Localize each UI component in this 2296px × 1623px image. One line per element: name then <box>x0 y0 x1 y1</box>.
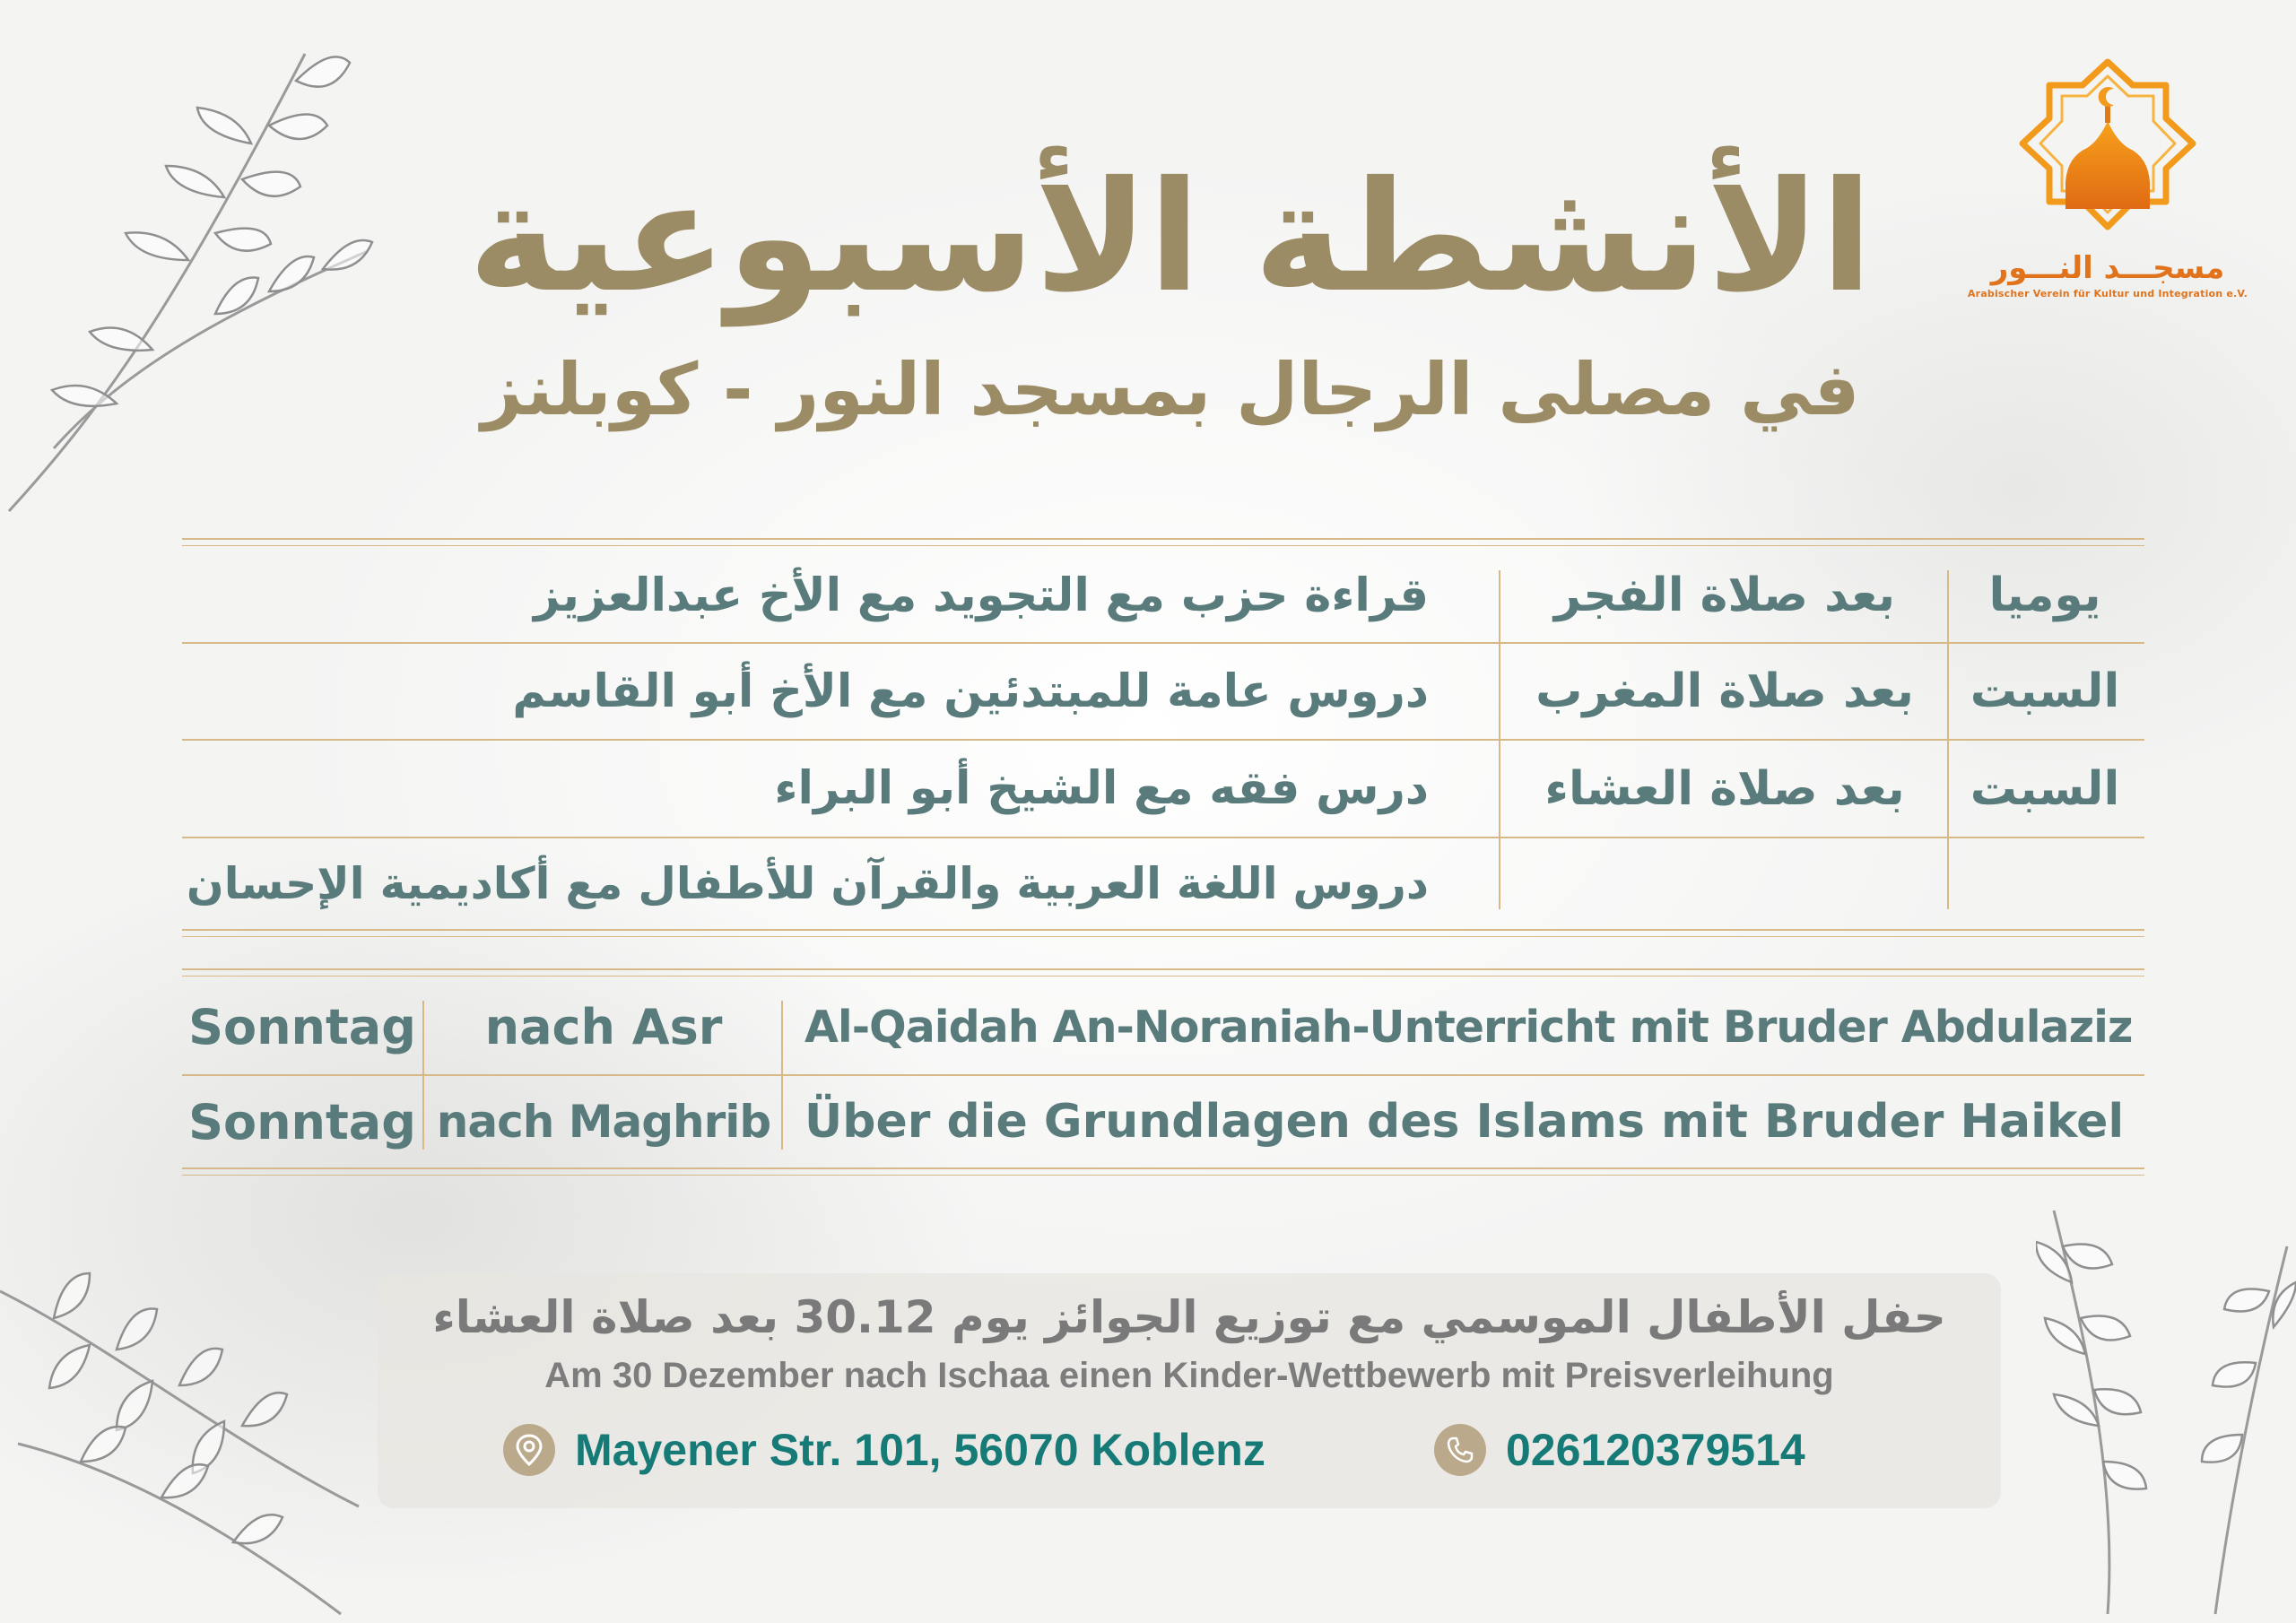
table-row-1-time: بعد صلاة الفجر <box>1553 568 1896 622</box>
de-row-2-activity: Über die Grundlagen des Islams mit Bruder Haikel <box>804 1095 2125 1149</box>
logo-name: مسجـــد النـــور <box>1990 250 2225 286</box>
table-row-1-activity: قراءة حزب مع التجويد مع الأخ عبدالعزيز <box>533 568 1429 622</box>
branch-decoration-bottom-left <box>0 1237 377 1623</box>
phone-text: 026120379514 <box>1506 1425 1805 1475</box>
address <box>503 1424 1265 1476</box>
table-row-3-activity: درس فقه مع الشيخ أبو البراء <box>774 762 1429 815</box>
table-row-3-time: بعد صلاة العشاء <box>1544 761 1905 816</box>
announcement-german: Am 30 Dezember nach Ischaa einen Kinder-Wettbewerb mit Preisverleihung <box>544 1356 1834 1395</box>
announcement-box <box>378 1273 2001 1508</box>
table-row-4-time <box>1502 838 1947 928</box>
de-row-1-time: nach Asr <box>484 998 723 1055</box>
phone <box>1434 1424 1805 1476</box>
branch-decoration-bottom-right <box>2036 1193 2296 1623</box>
table-row-4-day <box>1951 838 2139 928</box>
address-text: Mayener Str. 101, 56070 Koblenz <box>575 1425 1265 1475</box>
table-row-2-time: بعد صلاة المغرب <box>1535 664 1914 718</box>
phone-icon <box>1434 1424 1486 1476</box>
de-row-2-day: Sonntag <box>188 1093 416 1150</box>
german-schedule-table <box>182 968 2144 1176</box>
announcement-arabic: حفل الأطفال الموسمي مع توزيع الجوائز يوم 30.12 بعد صلاة العشاء <box>432 1291 1946 1343</box>
arabic-schedule-table <box>182 538 2144 938</box>
location-pin-icon <box>503 1424 555 1476</box>
table-row-3-day: السبت <box>1970 761 2120 816</box>
logo-subtitle: Arabischer Verein für Kultur und Integration e.V. <box>1967 288 2248 299</box>
table-row-2-activity: دروس عامة للمبتدئين مع الأخ أبو القاسم <box>512 664 1429 718</box>
mosque-dome-icon <box>2013 58 2202 247</box>
de-row-1-day: Sonntag <box>188 998 416 1055</box>
de-row-2-time: nach Maghrib <box>436 1096 771 1148</box>
table-row-4-activity: دروس اللغة العربية والقرآن للأطفال مع أكاديمية الإحسان <box>186 857 1429 909</box>
table-row-1-day: يوميا <box>1988 568 2101 622</box>
page-subtitle: في مصلى الرجال بمسجد النور - كوبلنز <box>481 348 1860 431</box>
table-row-2-day: السبت <box>1970 664 2120 718</box>
de-row-1-activity: Al-Qaidah An-Noraniah-Unterricht mit Bruder Abdulaziz <box>804 1001 2133 1053</box>
mosque-logo <box>1960 58 2256 318</box>
page-title: الأنشطة الأسبوعية <box>467 149 1874 326</box>
branch-decoration-top-left <box>0 27 386 529</box>
